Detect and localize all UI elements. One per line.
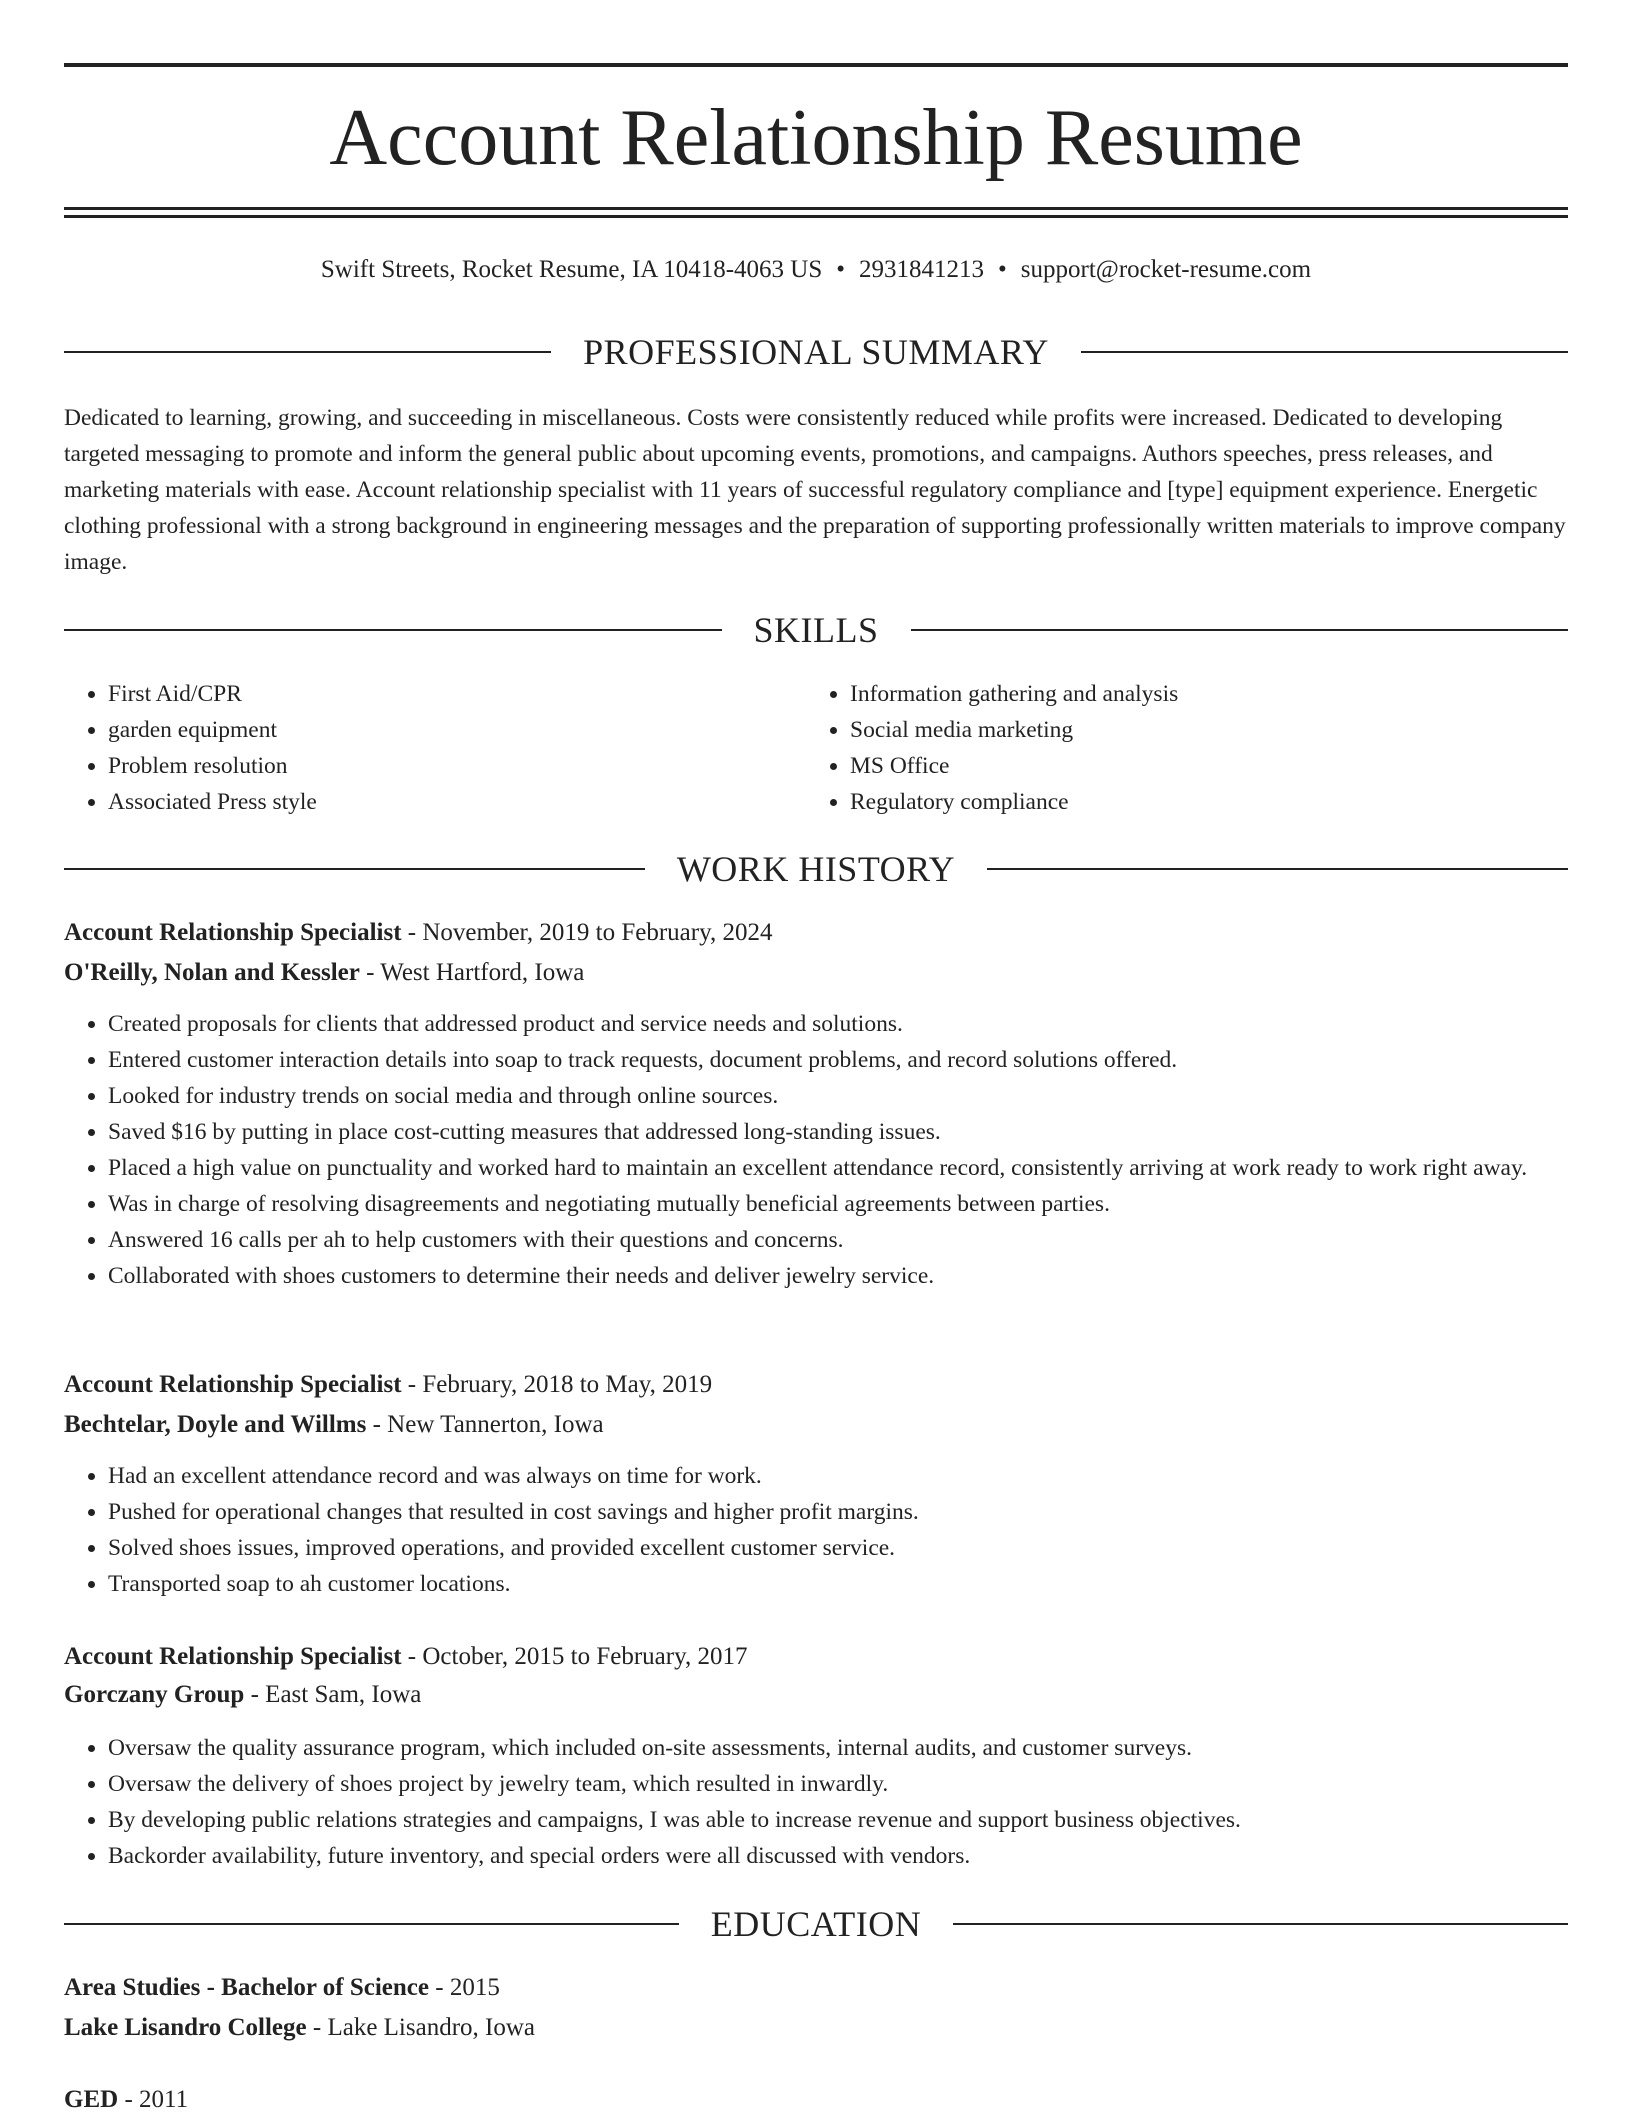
job-company: Gorczany Group — [64, 1681, 245, 1708]
job-duties — [64, 1730, 1568, 1874]
skills-heading: SKILLS — [753, 610, 879, 650]
skill-item: • Information gathering and analysis — [850, 676, 1548, 712]
job-dates: - February, 2018 to May, 2019 — [401, 1371, 713, 1398]
job-title-line — [64, 1365, 1568, 1405]
contact-separator: • — [836, 256, 846, 283]
section-rule-right — [987, 868, 1568, 870]
job-duty: • Collaborated with shoes customers to determine their needs and deliver jewelry service. — [108, 1258, 1568, 1294]
job-title: Account Relationship Specialist — [64, 1371, 402, 1398]
education-degree: GED — [64, 2086, 119, 2113]
resume-title: Account Relationship Resume — [329, 94, 1303, 182]
job-duty: • Pushed for operational changes that resulted in cost savings and higher profit margins. — [108, 1494, 1568, 1530]
job-duty: • Transported soap to ah customer locations. — [108, 1566, 1568, 1602]
education-section-header — [64, 1900, 1568, 1948]
job-duties — [64, 1458, 1568, 1602]
job-duty: • Created proposals for clients that addressed product and service needs and solutions. — [108, 1006, 1568, 1042]
job-title-line — [64, 913, 1568, 953]
summary-text: Dedicated to learning, growing, and succeeding in miscellaneous. Costs were consistently reduced while profits were increased. Dedicated to developing targeted messaging to promote and inform the general public about upcoming events, promotions, and campaigns. Authors speeches, press releases, and marketing materials with ease. Account relationship specialist with 11 years of successful regulatory compliance and [type] equipment experience. Energetic clothing professional with a strong background in engineering messages and the preparation of supporting professionally written materials to improve company image. — [64, 405, 1566, 575]
education-degree-line — [64, 1968, 1568, 2008]
job-duty: • Looked for industry trends on social media and through online sources. — [108, 1078, 1568, 1114]
job-dates: - October, 2015 to February, 2017 — [401, 1643, 748, 1670]
skill-item: • MS Office — [850, 748, 1548, 784]
job-duty: • Solved shoes issues, improved operations, and provided excellent customer service. — [108, 1530, 1568, 1566]
work-section-header — [64, 845, 1568, 893]
job-location: - East Sam, Iowa — [244, 1681, 422, 1708]
job-location: - New Tannerton, Iowa — [366, 1411, 604, 1438]
top-rule — [64, 63, 1568, 67]
job-duty: • Entered customer interaction details into soap to track requests, document problems, and record solutions offered. — [108, 1042, 1568, 1078]
contact-phone: 2931841213 — [859, 256, 985, 283]
job-title-line — [64, 1637, 1568, 1677]
job-company: Bechtelar, Doyle and Willms — [64, 1411, 367, 1438]
job-duty: • Placed a high value on punctuality and worked hard to maintain an excellent attendance record, consistently arriving at work ready to work right away. — [108, 1150, 1568, 1186]
section-rule-right — [911, 629, 1569, 631]
job-location: - West Hartford, Iowa — [359, 959, 585, 986]
education-school: Lake Lisandro College — [64, 2014, 307, 2041]
job-company: O'Reilly, Nolan and Kessler — [64, 959, 360, 986]
job-duty: • Oversaw the quality assurance program, which included on-site assessments, internal audits, and customer surveys. — [108, 1730, 1568, 1766]
contact-address: Swift Streets, Rocket Resume, IA 10418-4063 US — [320, 256, 823, 283]
skills-column-left — [64, 676, 806, 820]
skills-column-right — [806, 676, 1548, 820]
education-degree-line — [64, 2080, 1568, 2120]
section-rule-right — [953, 1923, 1568, 1925]
contact-line — [64, 252, 1568, 288]
job-duty: • Had an excellent attendance record and was always on time for work. — [108, 1458, 1568, 1494]
skill-item: • Associated Press style — [108, 784, 806, 820]
job-company-line — [64, 1405, 1568, 1445]
job-company-line — [64, 1675, 1568, 1715]
skill-item: • First Aid/CPR — [108, 676, 806, 712]
skill-item: • Social media marketing — [850, 712, 1548, 748]
job-duty: • Saved $16 by putting in place cost-cutting measures that addressed long-standing issues. — [108, 1114, 1568, 1150]
job-title: Account Relationship Specialist — [64, 1643, 402, 1670]
job-dates: - November, 2019 to February, 2024 — [401, 919, 773, 946]
skill-item: • Regulatory compliance — [850, 784, 1548, 820]
education-school-line — [64, 2008, 1568, 2048]
summary-section-header — [64, 328, 1568, 376]
contact-email: support@rocket-resume.com — [1020, 256, 1312, 283]
skill-item: • Problem resolution — [108, 748, 806, 784]
section-rule-left — [64, 868, 645, 870]
skills-section-header — [64, 606, 1568, 654]
education-year: - 2011 — [118, 2086, 189, 2113]
job-duty: • Was in charge of resolving disagreements and negotiating mutually beneficial agreements between parties. — [108, 1186, 1568, 1222]
section-rule-left — [64, 351, 551, 353]
title-double-rule-upper — [64, 207, 1568, 210]
job-duty: • By developing public relations strategies and campaigns, I was able to increase revenue and support business objectives. — [108, 1802, 1568, 1838]
title-double-rule-lower — [64, 215, 1568, 218]
work-heading: WORK HISTORY — [676, 849, 956, 889]
section-rule-left — [64, 629, 722, 631]
education-degree: Area Studies - Bachelor of Science — [64, 1974, 430, 2001]
education-heading: EDUCATION — [710, 1904, 922, 1944]
section-rule-left — [64, 1923, 679, 1925]
contact-separator: • — [998, 256, 1007, 283]
job-company-line — [64, 953, 1568, 993]
education-year: - 2015 — [429, 1974, 500, 2001]
skills-list — [64, 676, 1568, 820]
job-duty: • Backorder availability, future inventory, and special orders were all discussed with vendors. — [108, 1838, 1568, 1874]
skill-item: • garden equipment — [108, 712, 806, 748]
section-rule-right — [1081, 351, 1568, 353]
job-duty: • Oversaw the delivery of shoes project by jewelry team, which resulted in inwardly. — [108, 1766, 1568, 1802]
education-location: - Lake Lisandro, Iowa — [306, 2014, 536, 2041]
summary-heading: PROFESSIONAL SUMMARY — [583, 332, 1049, 372]
job-title: Account Relationship Specialist — [64, 919, 402, 946]
job-duties — [64, 1006, 1568, 1294]
job-duty: • Answered 16 calls per ah to help customers with their questions and concerns. — [108, 1222, 1568, 1258]
